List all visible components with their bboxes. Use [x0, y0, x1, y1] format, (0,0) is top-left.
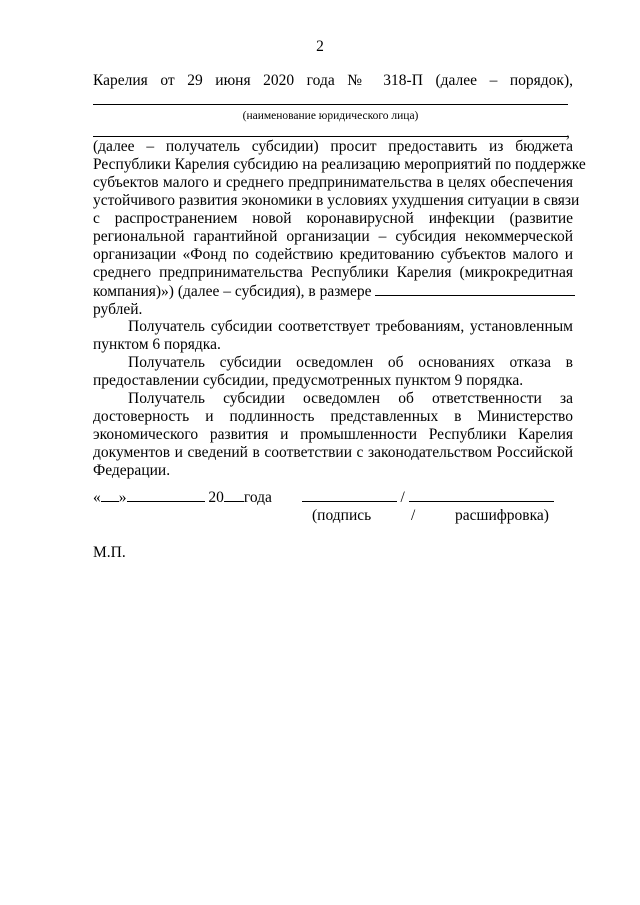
amount-line-prefix: компания)») (далее – субсидия), в размере	[93, 283, 372, 300]
responsibility-line: достоверность и подлинность представленных в Министерство	[93, 408, 573, 425]
legal-entity-blank-line-1	[93, 104, 568, 105]
main-line: организации «Фонд по содействию кредитованию субъектов малого и	[93, 246, 573, 263]
main-line: с распространением новой коронавирусной инфекции (развитие	[93, 210, 573, 227]
signature-row	[93, 488, 554, 507]
amount-line	[93, 282, 573, 301]
requirements-line: пунктом 6 порядка.	[93, 336, 221, 353]
month-blank	[127, 488, 205, 502]
date-close-quote: »	[118, 489, 127, 506]
main-line: среднего предпринимательства Республики Карелия (микрокредитная	[93, 264, 573, 281]
year-blank	[224, 488, 244, 502]
header-line: Карелия от 29 июня 2020 года № 318-П (далее – порядок),	[93, 72, 573, 89]
legal-entity-blank-line-2	[93, 136, 568, 137]
caption-decode: расшифровка)	[455, 507, 549, 524]
main-paragraph	[93, 138, 586, 319]
paragraph-requirements	[93, 318, 573, 354]
paragraph-refusal	[93, 354, 573, 390]
legal-entity-caption: (наименование юридического лица)	[242, 110, 419, 122]
paragraph-responsibility	[93, 390, 573, 480]
main-line: субъектов малого и среднего предпринимательства в целях обеспечения	[93, 174, 573, 191]
amount-suffix: рублей.	[93, 301, 143, 318]
header-line-block	[93, 72, 573, 90]
responsibility-line: экономического развития и промышленности Республики Карелия	[93, 426, 573, 443]
trailing-comma: ,	[566, 124, 570, 141]
main-line: устойчивого развития экономики в условиях ухудшения ситуации в связи	[93, 192, 580, 209]
signature-slash: /	[400, 489, 405, 506]
year-suffix: года	[243, 489, 272, 506]
responsibility-line: Получатель субсидии осведомлен об ответственности за	[128, 390, 573, 407]
signature-blank	[302, 488, 397, 502]
main-line: Республики Карелия субсидию на реализацию мероприятий по поддержке	[93, 156, 586, 173]
main-line: (далее – получатель субсидии) просит предоставить из бюджета	[93, 138, 573, 155]
day-blank	[101, 488, 119, 502]
page-number: 2	[316, 38, 324, 55]
decode-blank	[409, 488, 554, 502]
year-prefix: 20	[208, 489, 224, 506]
stamp-label: М.П.	[93, 544, 126, 561]
caption-slash: /	[410, 507, 416, 524]
main-line: региональной гарантийной организации – субсидия некоммерческой	[93, 228, 573, 245]
refusal-line: Получатель субсидии осведомлен об основаниях отказа в	[128, 354, 573, 371]
caption-signature: (подпись	[312, 507, 372, 524]
signature-captions	[312, 507, 549, 525]
refusal-line: предоставлении субсидии, предусмотренных пунктом 9 порядка.	[93, 372, 524, 389]
responsibility-line: Федерации.	[93, 462, 171, 479]
date-open-quote: «	[93, 489, 101, 506]
amount-blank	[375, 282, 575, 296]
responsibility-line: документов и сведений в соответствии с законодательством Российской	[93, 444, 573, 461]
requirements-line: Получатель субсидии соответствует требованиям, установленным	[128, 318, 573, 335]
